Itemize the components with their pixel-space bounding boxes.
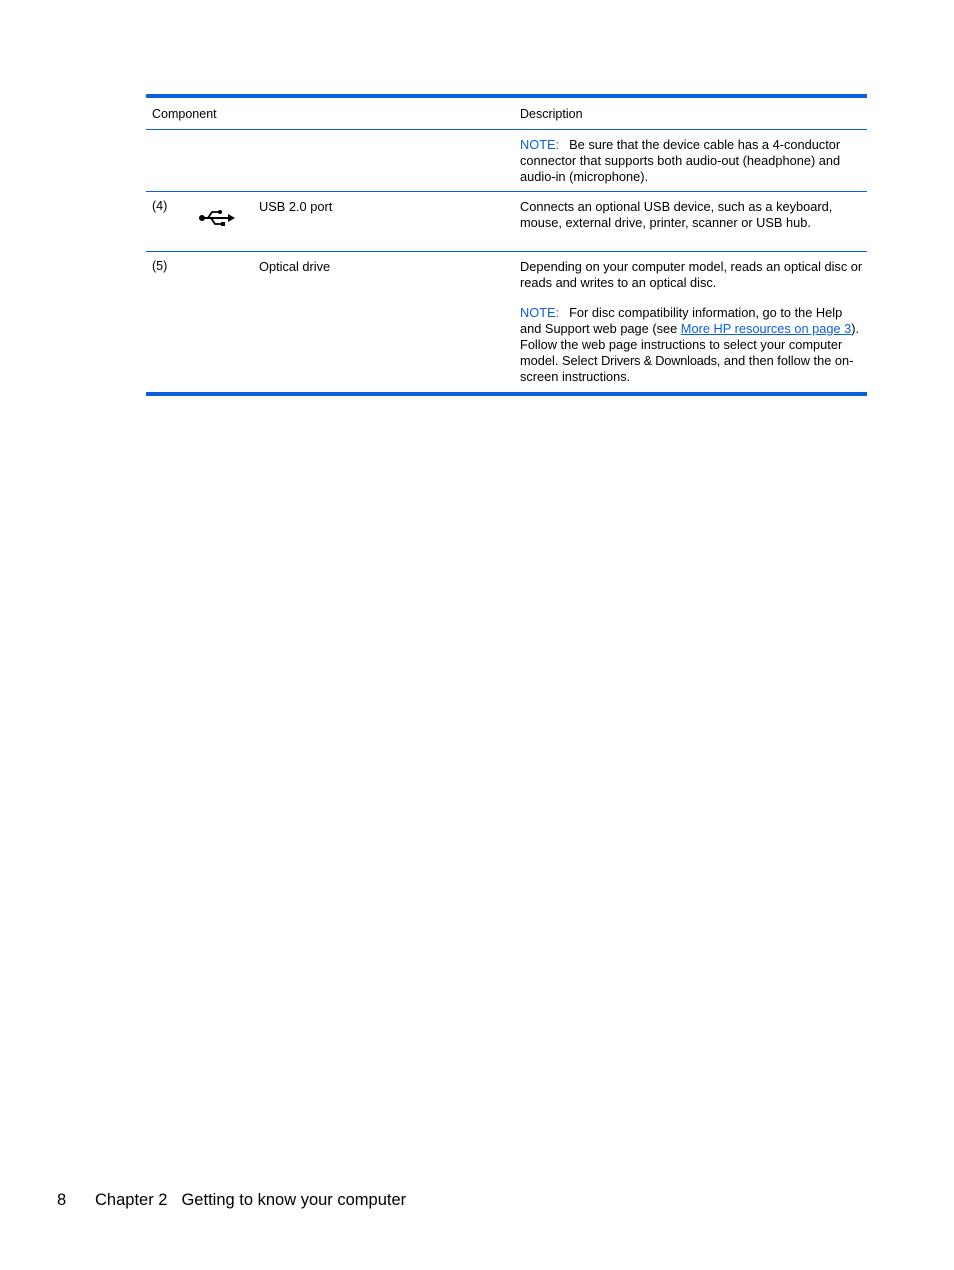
row-description	[520, 130, 865, 185]
note-text: Be sure that the device cable has a 4-conductor connector that supports both audio-out (headphone) and audio-in (microphone).	[520, 137, 841, 184]
row-number: (5)	[152, 259, 168, 273]
usb-icon	[198, 210, 236, 226]
table-row-note	[146, 130, 867, 192]
row-description	[520, 192, 865, 231]
row-description	[520, 252, 865, 385]
table-row-usb	[146, 192, 867, 252]
row-component: USB 2.0 port	[259, 199, 333, 214]
note-label: NOTE:	[520, 137, 560, 152]
component-table	[146, 94, 867, 396]
note-text-mid: ). Follow the web page instructions to select your computer model. Select	[520, 321, 860, 368]
note-paragraph	[520, 137, 865, 185]
note-text-post: , and then follow the on-screen instructions.	[520, 353, 854, 384]
row-number: (4)	[152, 199, 168, 213]
page-number: 8	[57, 1191, 67, 1209]
table-row-optical	[146, 252, 867, 392]
note-text-pre: For disc compatibility information, go to the Help and Support web page (see	[520, 305, 843, 336]
table-header	[146, 98, 867, 130]
note-paragraph	[520, 305, 865, 385]
chapter-label: Chapter 2	[95, 1191, 168, 1209]
note-label: NOTE:	[520, 305, 560, 320]
header-component: Component	[152, 107, 217, 121]
row-component: Optical drive	[259, 259, 331, 274]
page-footer	[57, 1191, 406, 1210]
description-text: Connects an optional USB device, such as a keyboard, mouse, external drive, printer, scanner or USB hub.	[520, 199, 833, 230]
description-text: Depending on your computer model, reads an optical disc or reads and writes to an optical disc.	[520, 259, 863, 290]
more-hp-resources-link[interactable]: More HP resources on page 3	[680, 321, 852, 336]
drivers-downloads-label: Drivers & Downloads	[601, 353, 717, 368]
chapter-title: Getting to know your computer	[181, 1191, 407, 1209]
header-description: Description	[520, 107, 583, 121]
